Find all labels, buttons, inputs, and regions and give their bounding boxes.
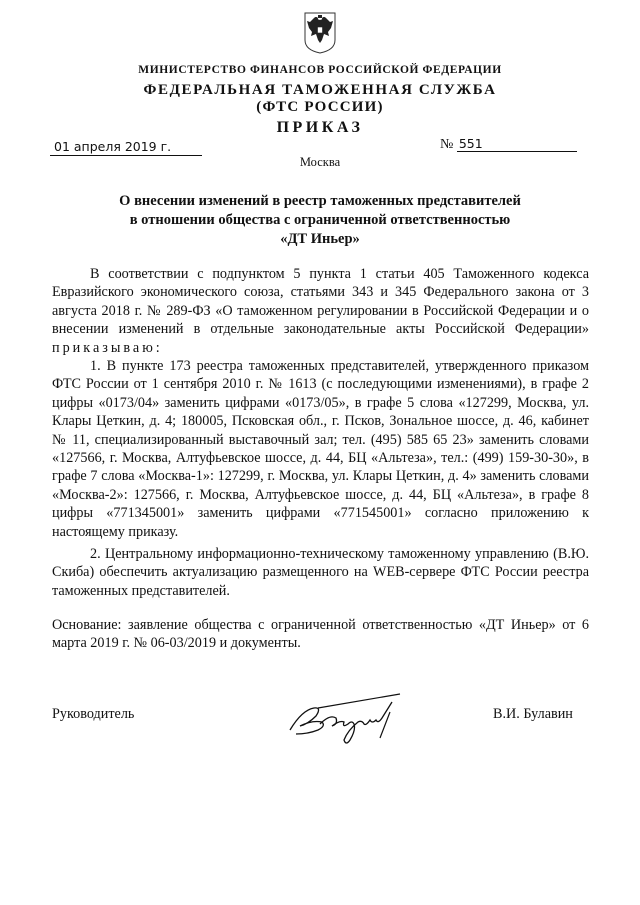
city: Москва xyxy=(299,155,341,169)
agency-short-name: (ФТС РОССИИ) xyxy=(256,99,384,115)
title-line-2: в отношении общества с ограниченной ответственностью xyxy=(129,212,511,228)
item-2-text: 2. Центральному информационно-техническому таможенному управлению (В.Ю. Скиба) обеспечить актуализацию размещенного на WEB-сервере ФТС России реестра таможенных представителей. xyxy=(52,546,589,599)
title-line-3: «ДТ Иньер» xyxy=(280,231,360,247)
russian-coat-of-arms-icon xyxy=(302,10,338,54)
title-line-1: О внесении изменений в реестр таможенных представителей xyxy=(119,193,521,209)
intro-text: В соответствии с подпунктом 5 пункта 1 статьи 405 Таможенного кодекса Евразийского экономического союза, статьями 343 и 345 Федерального закона от 3 августа 2018 г. № 289-ФЗ «О таможенном регулировании в Российской Федерации и о внесении изменений в отдельные законодательные акты Российской Федерации» xyxy=(52,266,589,338)
signatory-name: В.И. Булавин xyxy=(493,706,573,722)
order-number-value: 551 xyxy=(457,136,577,152)
document-type: ПРИКАЗ xyxy=(276,119,364,136)
signatory-role: Руководитель xyxy=(52,706,135,722)
intro-paragraph xyxy=(52,265,589,357)
order-word: приказываю: xyxy=(52,339,163,356)
document-title xyxy=(0,192,640,249)
item-1-text: 1. В пункте 173 реестра таможенных представителей, утвержденного приказом ФТС России от 1 сентября 2010 г. № 1613 (с последующими изменениями), в графе 2 цифры «0173/04» заменить цифрами «0173/05», в графе 5 слова «127299, Москва, ул. Клары Цеткин, д. 4; 180005, Псковская обл., г. Псков, Зональное шоссе, д. 46, кабинет № 11, специализированный выставочный зал; тел. (495) 585 65 23» заменить словами «127566, г. Москва, Алтуфьевское шоссе, д. 44, БЦ «Альтеза», тел.: (499) 159-30-30», в графе 7 слова «Москва-1»: 127299, г. Москва, ул. Клары Цеткин, д. 4» заменить словами «Москва-2»: 127566, г. Москва, Алтуфьевское шоссе, д. 44, БЦ «Альтеза», в графе 8 цифры «771345001» заменить цифрами «771545001» согласно приложению к настоящему приказу. xyxy=(52,358,589,540)
order-number xyxy=(440,136,577,153)
basis-paragraph: Основание: заявление общества с ограниченной ответственностью «ДТ Иньер» от 6 марта 2019 г. № 06-03/2019 и документы. xyxy=(52,617,589,652)
ministry-name: МИНИСТЕРСТВО ФИНАНСОВ РОССИЙСКОЙ ФЕДЕРАЦИИ xyxy=(138,64,502,76)
item-1-paragraph xyxy=(52,357,589,541)
handwritten-signature-icon xyxy=(282,690,412,750)
agency-name: ФЕДЕРАЛЬНАЯ ТАМОЖЕННАЯ СЛУЖБА xyxy=(143,82,497,98)
number-sign: № xyxy=(440,137,454,152)
item-2-paragraph xyxy=(52,545,589,600)
order-date: 01 апреля 2019 г. xyxy=(50,139,202,156)
